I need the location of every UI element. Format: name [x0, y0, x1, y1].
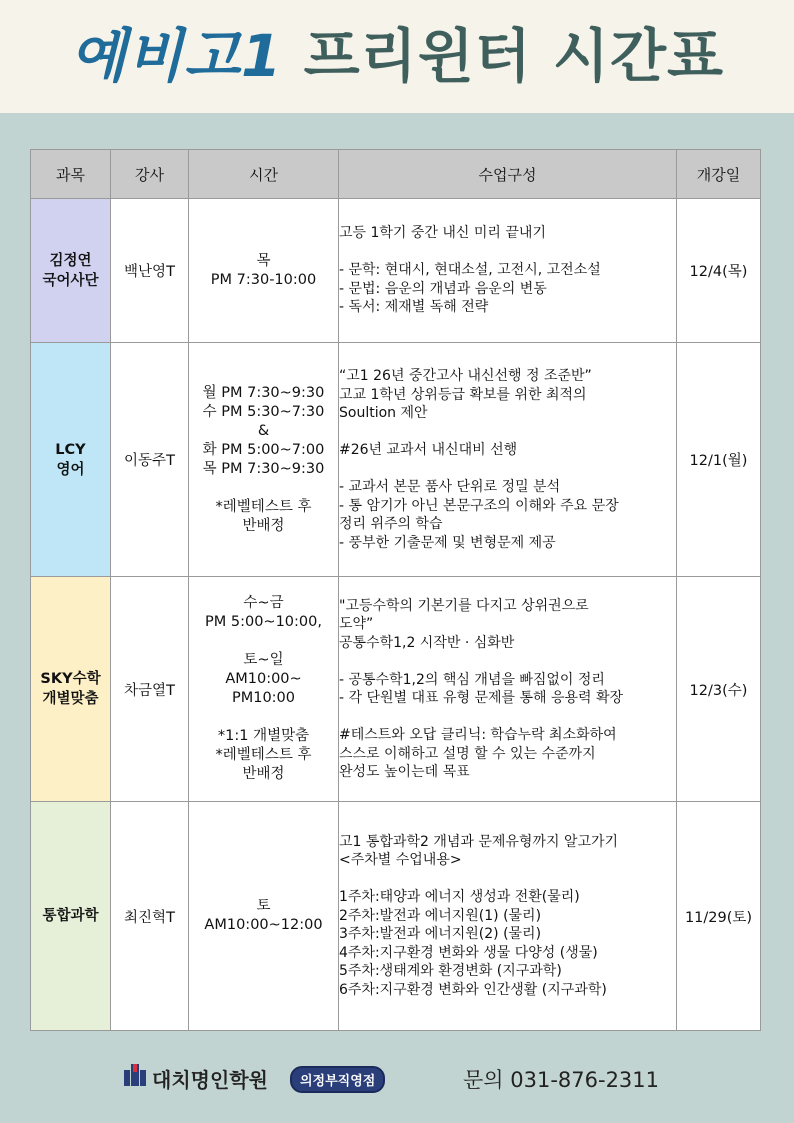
content-cell: "고등수학의 기본기를 다지고 상위권으로 도약” 공통수학1,2 시작반 · 심화반 - 공통수학1,2의 핵심 개념을 빠짐없이 정리 - 각 단원별 대표 유형 문제를 통해 응용력 확장 #테스트와 오답 클리닉: 학습누락 최소화하여 스스로 이해하고 설명 할 수 있는 수준까지 완성도 높이는데 목표: [339, 577, 677, 802]
contact-phone: 문의 031-876-2311: [463, 1068, 660, 1092]
header: [0, 0, 794, 113]
teacher-cell: 백난영T: [111, 199, 189, 343]
content-cell: “고1 26년 중간고사 내신선행 정 조준반” 고교 1학년 상위등급 확보를 위한 최적의 Soultion 제안 #26년 교과서 내신대비 선행 - 교과서 본문 품사 단위로 정밀 분석 - 통 암기가 아닌 본문구조의 이해와 주요 문장 정리 위주의 학습 - 풍부한 기출문제 및 변형문제 제공: [339, 343, 677, 577]
academy-name: 대치명인학원: [152, 1068, 268, 1092]
subject-cell: 김정연 국어사단: [31, 199, 111, 343]
table-row: [31, 577, 761, 802]
header-teacher: 강사: [111, 150, 189, 199]
start-date-cell: 12/4(목): [677, 199, 761, 343]
subject-cell: LCY 영어: [31, 343, 111, 577]
content-cell: 고등 1학기 중간 내신 미리 끝내기 - 문학: 현대시, 현대소설, 고전시, 고전소설 - 문법: 음운의 개념과 음운의 변동 - 독서: 제재별 독해 전략: [339, 199, 677, 343]
time-cell: 토 AM10:00~12:00: [189, 802, 339, 1031]
table-row: [31, 802, 761, 1031]
academy-logo-icon: [124, 1064, 146, 1086]
header-start-date: 개강일: [677, 150, 761, 199]
content-cell: 고1 통합과학2 개념과 문제유형까지 알고가기 <주차별 수업내용> 1주차:태양과 에너지 생성과 전환(물리) 2주차:발전과 에너지원(1) (물리) 3주차:발전과 에너지원(2) (물리) 4주차:지구환경 변화와 생물 다양성 (생물) 5주차:생태계와 환경변화 (지구과학) 6주차:지구환경 변화와 인간생활 (지구과학): [339, 802, 677, 1031]
table-row: [31, 199, 761, 343]
page-title: [0, 18, 794, 94]
teacher-cell: 이동주T: [111, 343, 189, 577]
table-row: [31, 343, 761, 577]
table-header-row: [31, 150, 761, 199]
subject-cell: 통합과학: [31, 802, 111, 1031]
start-date-cell: 11/29(토): [677, 802, 761, 1031]
branch-badge: 의정부직영점: [290, 1066, 385, 1093]
title-part1: 예비고1: [69, 22, 283, 90]
start-date-cell: 12/1(월): [677, 343, 761, 577]
time-cell: 목 PM 7:30-10:00: [189, 199, 339, 343]
header-subject: 과목: [31, 150, 111, 199]
start-date-cell: 12/3(수): [677, 577, 761, 802]
teacher-cell: 차금열T: [111, 577, 189, 802]
schedule-table: [30, 149, 761, 1031]
header-time: 시간: [189, 150, 339, 199]
subject-cell: SKY수학 개별맞춤: [31, 577, 111, 802]
title-part2: 프리윈터 시간표: [303, 22, 725, 90]
time-cell: 월 PM 7:30~9:30 수 PM 5:30~7:30 & 화 PM 5:00~7:00 목 PM 7:30~9:30 *레벨테스트 후 반배정: [189, 343, 339, 577]
footer: [0, 1056, 794, 1108]
header-content: 수업구성: [339, 150, 677, 199]
time-cell: 수~금 PM 5:00~10:00, 토~일 AM10:00~ PM10:00 *1:1 개별맞춤 *레벨테스트 후 반배정: [189, 577, 339, 802]
teacher-cell: 최진혁T: [111, 802, 189, 1031]
